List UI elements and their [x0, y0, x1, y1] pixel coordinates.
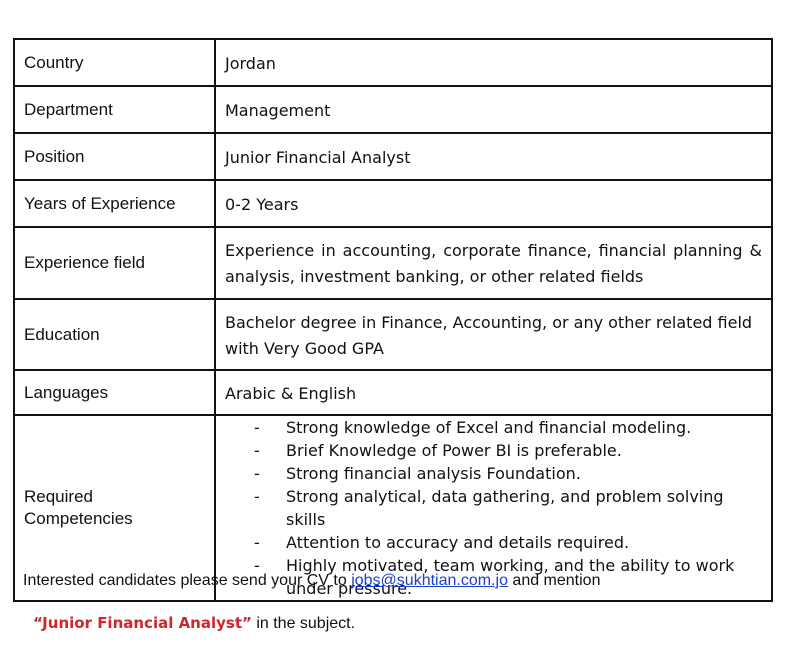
country-value: Jordan [215, 39, 772, 86]
languages-value: Arabic & English [215, 370, 772, 415]
competency-text: Strong financial analysis Foundation. [286, 464, 581, 483]
competency-text: Brief Knowledge of Power BI is preferable. [286, 441, 622, 460]
table-row-languages [14, 370, 772, 415]
competencies-label-text: Required Competencies [24, 487, 133, 528]
job-details-table [13, 38, 773, 602]
subject-instructions [33, 614, 355, 633]
table-row-position [14, 133, 772, 180]
apply-text-prefix: Interested candidates please send your CV to [23, 572, 352, 589]
list-item [254, 462, 762, 485]
experience-field-value: Experience in accounting, corporate finance, financial planning & analysis, investment banking, or other related fields [215, 227, 772, 299]
email-link[interactable]: jobs@sukhtian.com.jo [351, 572, 508, 589]
table-row-experience-years [14, 180, 772, 227]
apply-text-suffix: and mention [507, 572, 601, 589]
list-item [254, 485, 762, 531]
subject-highlight: “Junior Financial Analyst” [33, 614, 252, 632]
competency-text: Strong knowledge of Excel and financial modeling. [286, 418, 692, 437]
apply-instructions [23, 572, 600, 590]
competency-text: Attention to accuracy and details required. [286, 533, 630, 552]
position-value: Junior Financial Analyst [215, 133, 772, 180]
competency-text: Strong analytical, data gathering, and problem solving skills [286, 487, 724, 529]
bullet-dash: - [254, 441, 260, 460]
table-row-department [14, 86, 772, 133]
competency-text: Highly motivated, team working, and the ability to work under pressure. [286, 556, 735, 598]
list-item [254, 416, 762, 439]
education-label: Education [14, 299, 215, 370]
table-row-country [14, 39, 772, 86]
country-label: Country [14, 39, 215, 86]
subject-text-suffix: in the subject. [251, 615, 356, 632]
department-label: Department [14, 86, 215, 133]
bullet-dash: - [254, 487, 260, 506]
list-item [254, 439, 762, 462]
experience-years-label: Years of Experience [14, 180, 215, 227]
experience-field-label: Experience field [14, 227, 215, 299]
list-item [254, 531, 762, 554]
position-label: Position [14, 133, 215, 180]
bullet-dash: - [254, 418, 260, 437]
table-row-experience-field [14, 227, 772, 299]
education-value: Bachelor degree in Finance, Accounting, or any other related field with Very Good GPA [215, 299, 772, 370]
bullet-dash: - [254, 533, 260, 552]
bullet-dash: - [254, 556, 260, 575]
department-value: Management [215, 86, 772, 133]
experience-years-value: 0-2 Years [215, 180, 772, 227]
table-row-education [14, 299, 772, 370]
languages-label: Languages [14, 370, 215, 415]
bullet-dash: - [254, 464, 260, 483]
